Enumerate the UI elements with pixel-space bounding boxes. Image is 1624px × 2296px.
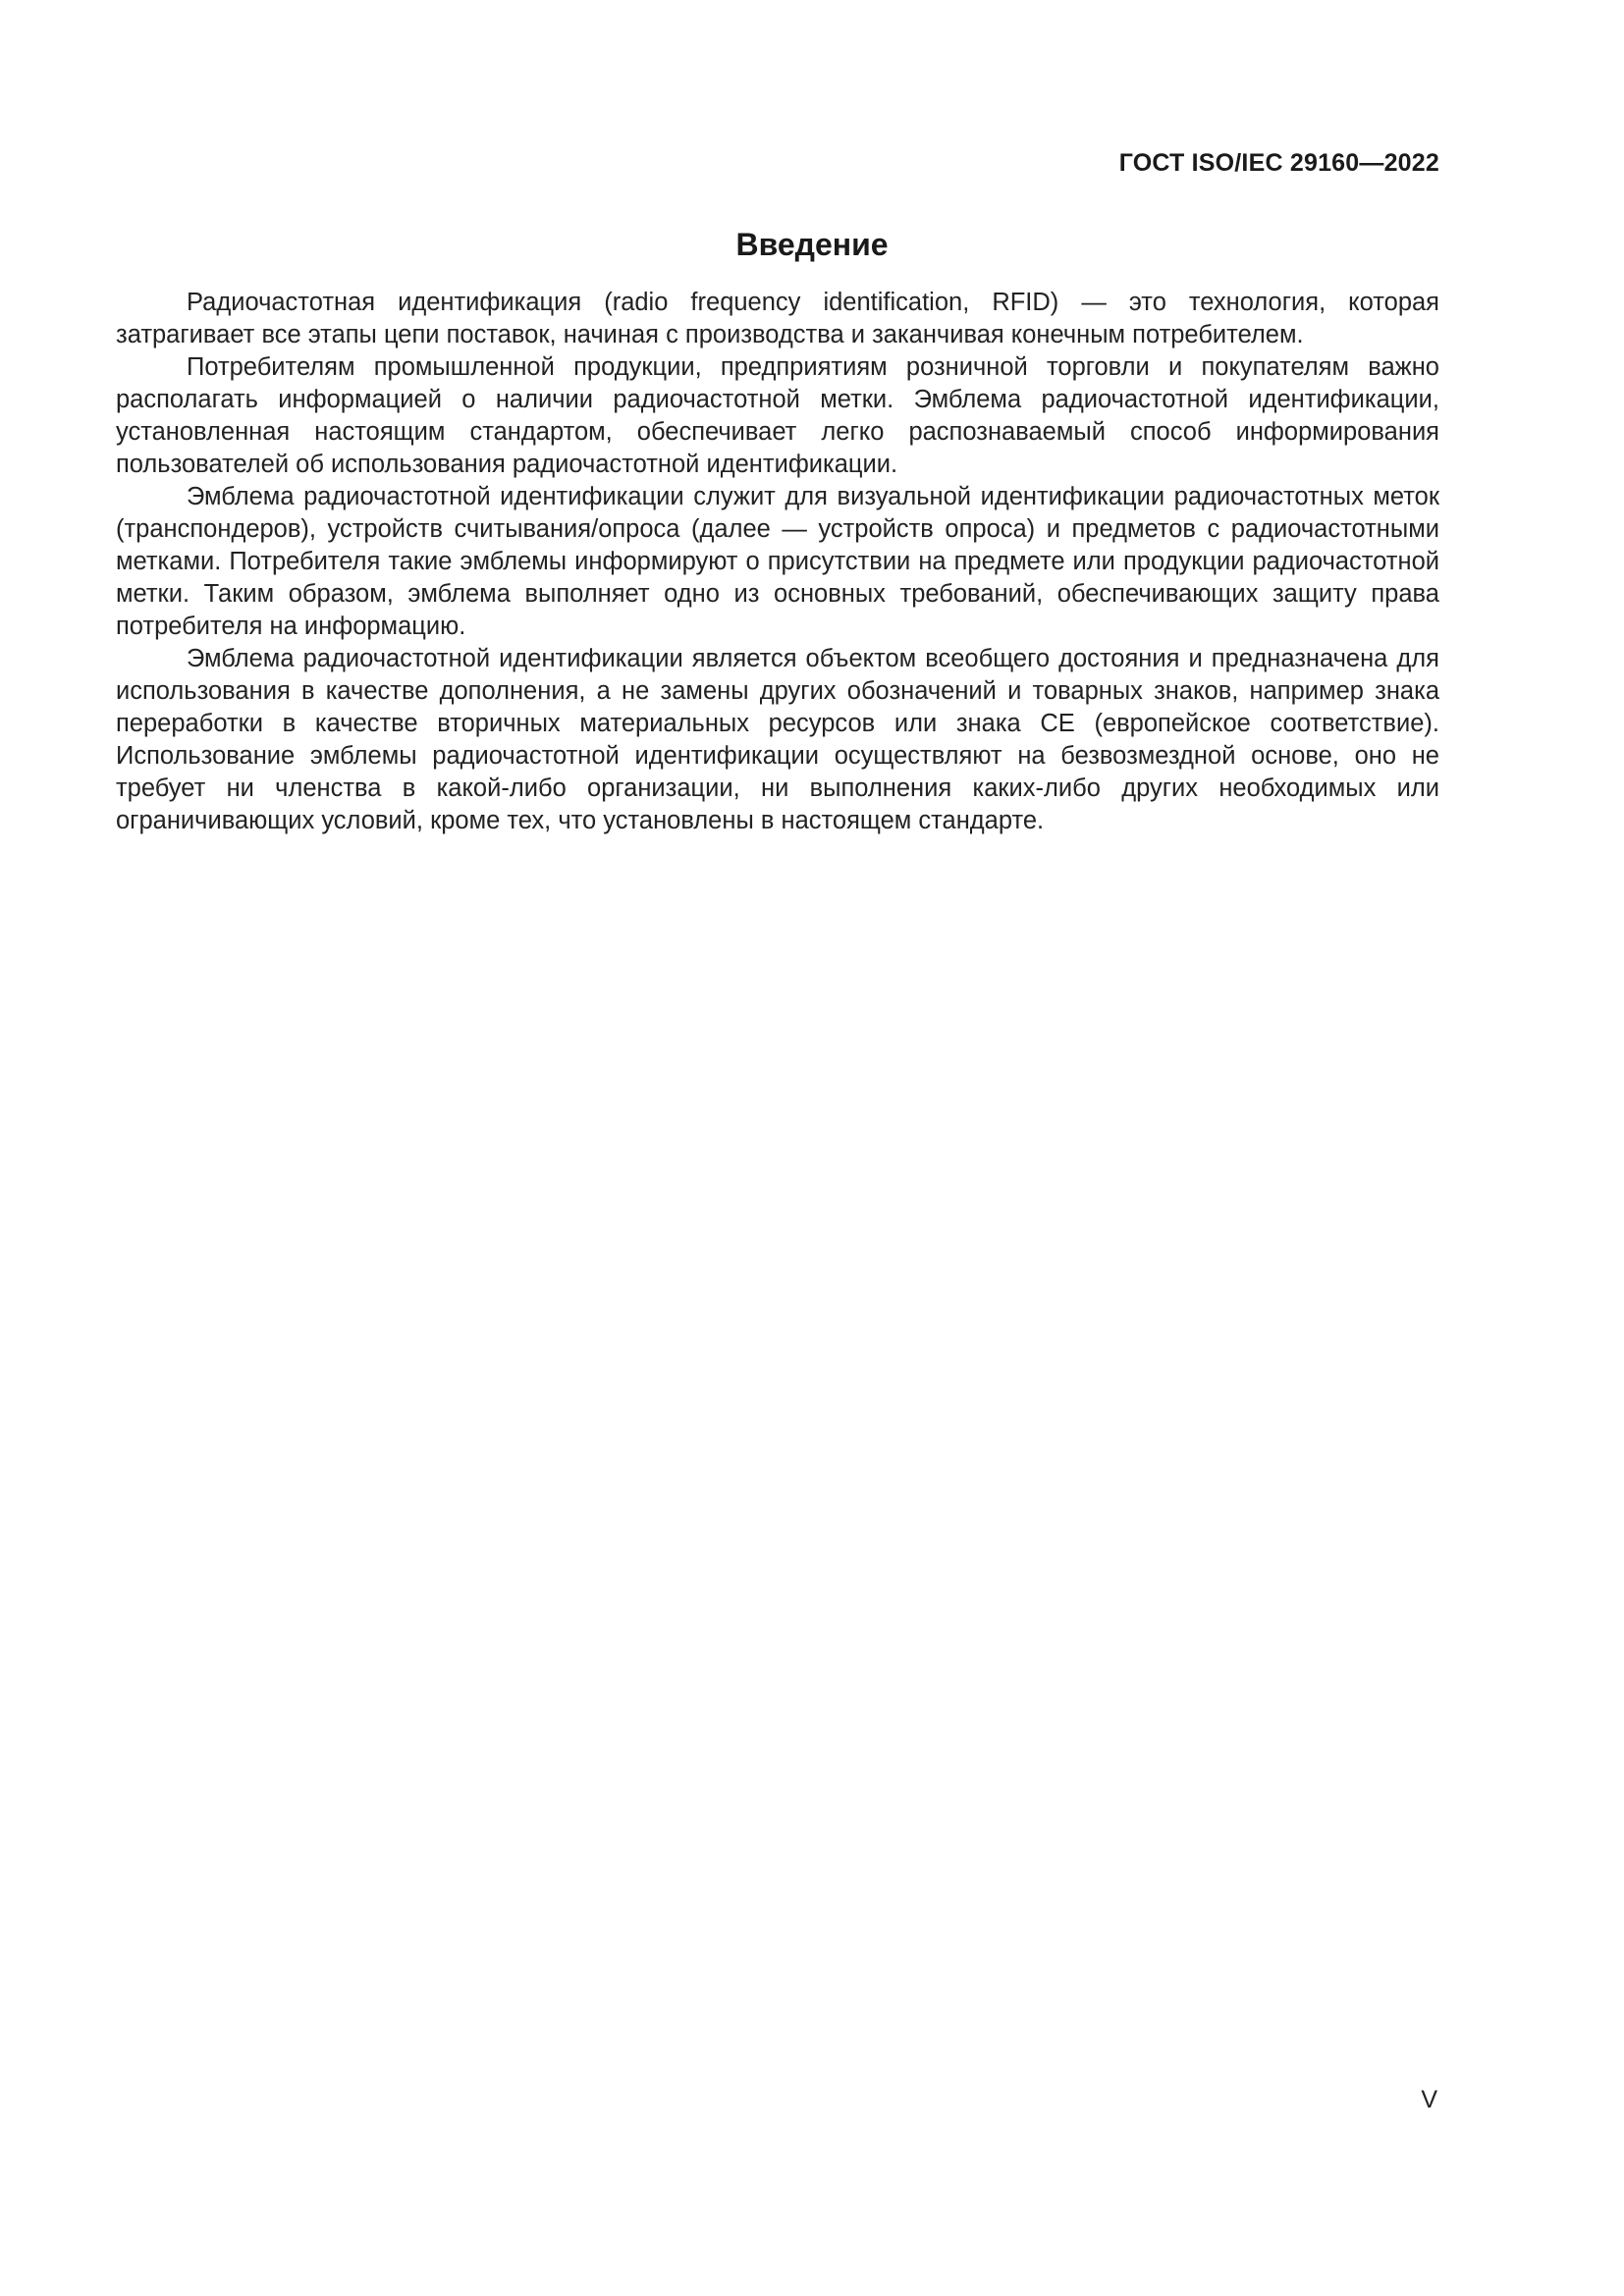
paragraph-consumer-information: Потребителям промышленной продукции, предприятиям розничной торговли и покупателям важно располагать информацией о наличии радиочастотной метки. Эмблема радиочастотной идентификации, установленная настоящим стандартом, обеспечивает легко распознаваемый способ информирования пользователей об использования радиочастотной идентификации. bbox=[116, 353, 1439, 478]
document-header-code: ГОСТ ISO/IEC 29160—2022 bbox=[1118, 149, 1439, 177]
section-title: Введение bbox=[735, 227, 889, 262]
paragraph-rfid-definition: Радиочастотная идентификация (radio frequency identification, RFID) — это технология, которая затрагивает все этапы цепи поставок, начиная с производства и заканчивая конечным потребителем. bbox=[116, 289, 1439, 348]
page-number: V bbox=[1421, 2086, 1437, 2113]
paragraph-emblem-public-domain: Эмблема радиочастотной идентификации является объектом всеобщего достояния и предназначена для использования в качестве дополнения, а не замены других обозначений и товарных знаков, например знака переработки в качестве вторичных материальных ресурсов или знака СЕ (европейское соответствие). Использование эмблемы радиочастотной идентификации осуществляют на безвозмездной основе, оно не требует ни членства в какой-либо организации, ни выполнения каких-либо других необходимых или ограничивающих условий, кроме тех, что установлены в настоящем стандарте. bbox=[116, 645, 1439, 834]
paragraph-emblem-purpose: Эмблема радиочастотной идентификации служит для визуальной идентификации радиочастотных меток (транспондеров), устройств считывания/опроса (далее — устройств опроса) и предметов с радиочастотными метками. Потребителя такие эмблемы информируют о присутствии на предмете или продукции радиочастотной метки. Таким образом, эмблема выполняет одно из основных требований, обеспечивающих защиту права потребителя на информацию. bbox=[116, 483, 1439, 640]
introduction-body bbox=[116, 287, 1439, 837]
